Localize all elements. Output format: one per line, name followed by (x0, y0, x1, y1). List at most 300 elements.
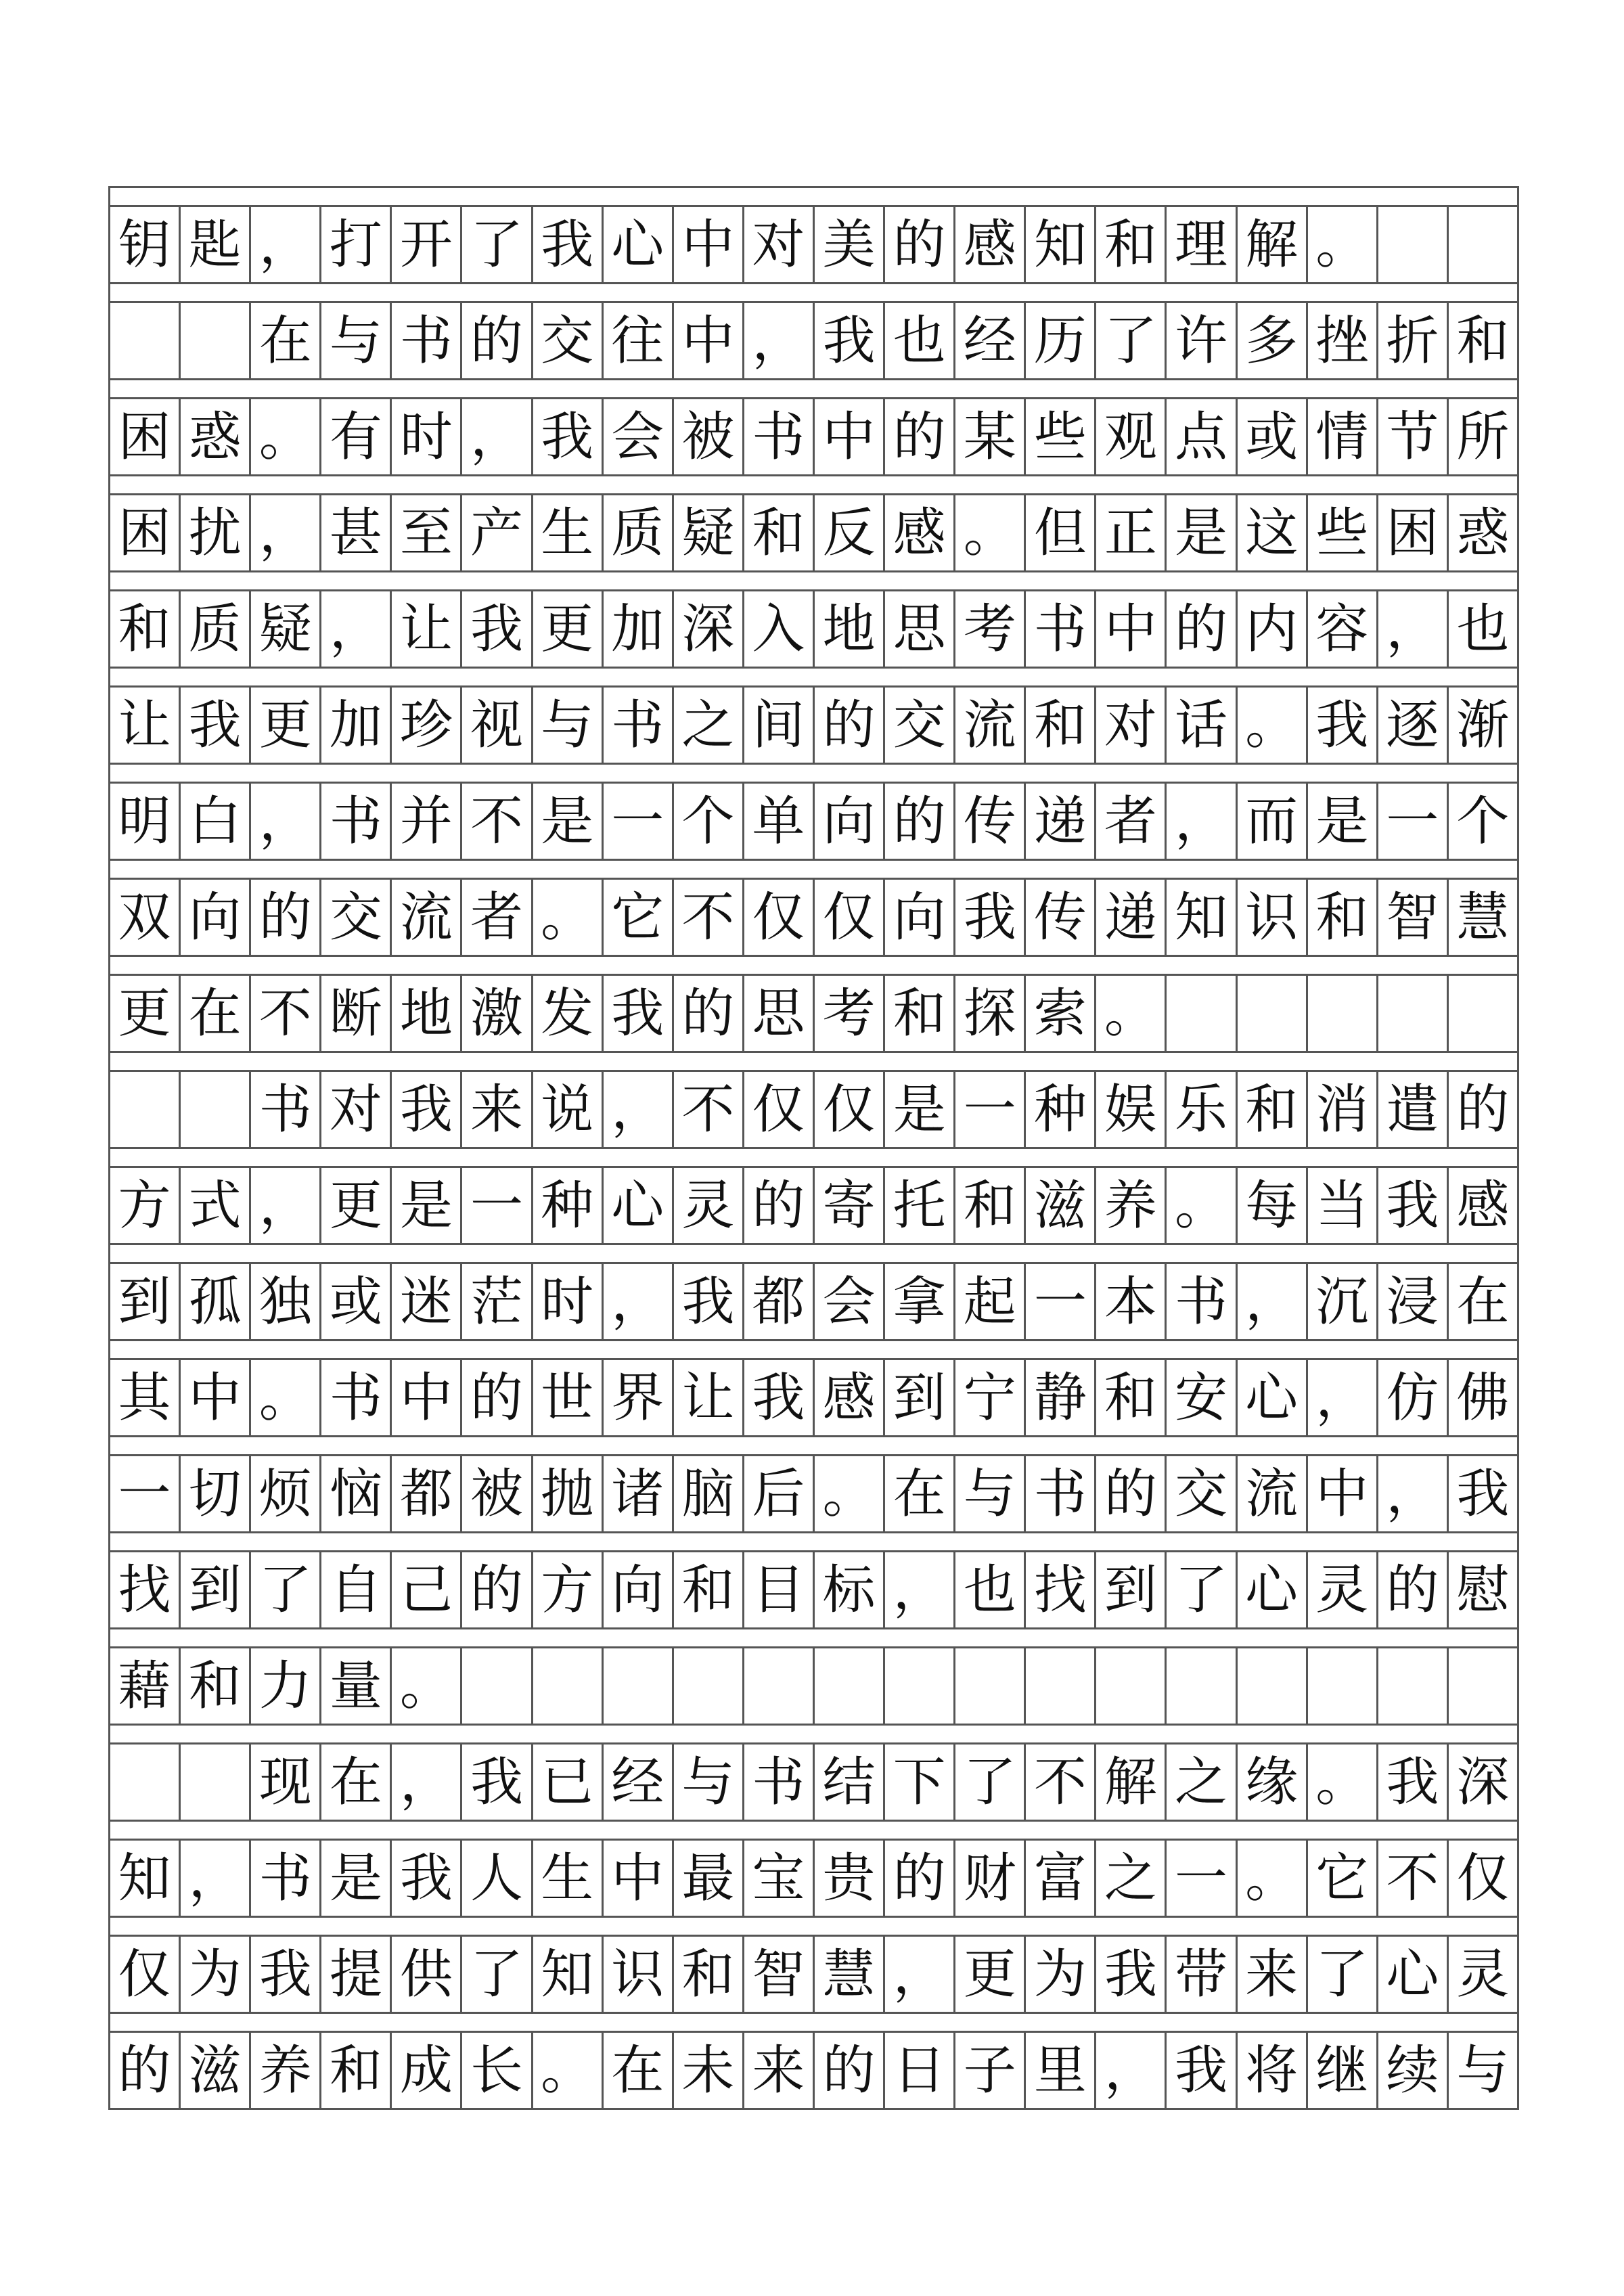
grid-cell: 。 (1308, 207, 1378, 282)
grid-cell: ， (251, 207, 321, 282)
grid-cell: 间 (744, 688, 815, 763)
grid-cell: 藉 (110, 1648, 181, 1724)
grid-cell: 开 (392, 207, 462, 282)
grid-cell (604, 1648, 674, 1724)
grid-cell (181, 1072, 251, 1147)
grid-cell: 深 (674, 591, 744, 667)
grid-cell: 。 (251, 399, 321, 474)
grid-cell: 我 (815, 303, 885, 378)
grid-cell: 不 (462, 784, 533, 859)
grid-cell: 和 (955, 1168, 1026, 1243)
grid-cell: 多 (1238, 303, 1308, 378)
grid-cell: 经 (955, 303, 1026, 378)
grid-cell: 某 (955, 399, 1026, 474)
grid-cell: 带 (1167, 1937, 1237, 2012)
grid-cell: 是 (885, 1072, 955, 1147)
grid-cell: 在 (604, 2033, 674, 2108)
grid-cell: 之 (1167, 1744, 1237, 1820)
row-spacer (108, 765, 1519, 784)
grid-cell: 探 (955, 976, 1026, 1051)
text-row (108, 880, 1519, 957)
grid-cell: 成 (392, 2033, 462, 2108)
grid-cell: 但 (1026, 495, 1096, 570)
text-row (108, 1456, 1519, 1533)
grid-cell (674, 1648, 744, 1724)
grid-cell: 白 (181, 784, 251, 859)
grid-cell: 些 (1026, 399, 1096, 474)
grid-cell: 在 (181, 976, 251, 1051)
grid-cell: 是 (1167, 495, 1237, 570)
grid-cell: 这 (1238, 495, 1308, 570)
grid-cell: 迷 (392, 1264, 462, 1339)
grid-cell: 。 (1096, 976, 1167, 1051)
row-spacer (108, 476, 1519, 495)
grid-cell: 独 (251, 1264, 321, 1339)
grid-cell: 单 (744, 784, 815, 859)
grid-cell: 观 (1096, 399, 1167, 474)
grid-cell: 了 (1308, 1937, 1378, 2012)
grid-cell: 来 (462, 1072, 533, 1147)
grid-cell: 我 (1449, 1456, 1519, 1531)
grid-cell: 和 (885, 976, 955, 1051)
grid-cell: 交 (885, 688, 955, 763)
grid-cell: ， (1378, 1456, 1449, 1531)
grid-cell: 交 (321, 880, 392, 955)
grid-cell: 不 (1026, 1744, 1096, 1820)
grid-cell: 更 (321, 1168, 392, 1243)
text-row (108, 1648, 1519, 1726)
grid-cell: 质 (604, 495, 674, 570)
grid-cell: 都 (744, 1264, 815, 1339)
text-row (108, 591, 1519, 669)
grid-cell: 仅 (815, 880, 885, 955)
grid-cell: 养 (251, 2033, 321, 2108)
grid-cell: 。 (1167, 1168, 1237, 1243)
grid-cell: 沉 (1308, 1264, 1378, 1339)
grid-cell: 。 (955, 495, 1026, 570)
text-row (108, 1937, 1519, 2014)
grid-cell: 考 (815, 976, 885, 1051)
grid-cell: 双 (110, 880, 181, 955)
grid-cell: 智 (1378, 880, 1449, 955)
grid-cell: 而 (1238, 784, 1308, 859)
grid-cell: 书 (1026, 591, 1096, 667)
grid-cell (462, 1648, 533, 1724)
grid-cell: 点 (1167, 399, 1237, 474)
text-row (108, 1360, 1519, 1437)
grid-cell: 话 (1167, 688, 1237, 763)
grid-cell: 更 (251, 688, 321, 763)
grid-cell: 灵 (1449, 1937, 1519, 2012)
grid-cell: 标 (815, 1552, 885, 1627)
grid-cell: 明 (110, 784, 181, 859)
grid-cell: 继 (1308, 2033, 1378, 2108)
grid-cell: 折 (1378, 303, 1449, 378)
grid-cell: 了 (462, 207, 533, 282)
grid-cell: 找 (1026, 1552, 1096, 1627)
grid-cell: 与 (955, 1456, 1026, 1531)
grid-cell: 智 (744, 1937, 815, 2012)
grid-cell: 在 (885, 1456, 955, 1531)
grid-cell: 的 (815, 688, 885, 763)
grid-cell: 切 (181, 1456, 251, 1531)
grid-cell: 的 (251, 880, 321, 955)
grid-cell: 交 (1167, 1456, 1237, 1531)
grid-cell: 内 (1238, 591, 1308, 667)
text-row (108, 399, 1519, 476)
grid-cell: 乐 (1167, 1072, 1237, 1147)
grid-cell: 我 (392, 1072, 462, 1147)
grid-cell: 书 (321, 784, 392, 859)
grid-cell: 养 (1096, 1168, 1167, 1243)
grid-cell: 和 (674, 1937, 744, 2012)
grid-cell: 慧 (815, 1937, 885, 2012)
grid-cell: 和 (744, 495, 815, 570)
grid-cell: 正 (1096, 495, 1167, 570)
grid-cell: 者 (1096, 784, 1167, 859)
grid-cell: 解 (1238, 207, 1308, 282)
grid-cell: 为 (1026, 1937, 1096, 2012)
grid-cell: 深 (1449, 1744, 1519, 1820)
grid-cell: 与 (533, 688, 604, 763)
grid-cell: 和 (674, 1552, 744, 1627)
grid-cell: 历 (1026, 303, 1096, 378)
grid-cell: 。 (1308, 1744, 1378, 1820)
grid-cell: 到 (110, 1264, 181, 1339)
grid-cell: 我 (744, 1360, 815, 1435)
grid-cell: 心 (1238, 1552, 1308, 1627)
row-spacer (108, 1437, 1519, 1456)
grid-cell: 。 (1238, 688, 1308, 763)
grid-cell: 仅 (744, 880, 815, 955)
grid-cell: 让 (110, 688, 181, 763)
grid-cell: 向 (815, 784, 885, 859)
grid-cell: 交 (533, 303, 604, 378)
grid-cell: 来 (744, 2033, 815, 2108)
grid-cell: 加 (604, 591, 674, 667)
grid-cell: 不 (674, 1072, 744, 1147)
grid-cell: 中 (392, 1360, 462, 1435)
grid-cell: 被 (674, 399, 744, 474)
grid-cell: 我 (1096, 1937, 1167, 2012)
grid-cell: 到 (1096, 1552, 1167, 1627)
text-row (108, 1552, 1519, 1629)
text-row (108, 1264, 1519, 1341)
grid-cell: 将 (1238, 2033, 1308, 2108)
grid-cell: 一 (1026, 1264, 1096, 1339)
grid-cell: 和 (1096, 207, 1167, 282)
grid-cell: 心 (604, 207, 674, 282)
grid-cell: 思 (885, 591, 955, 667)
grid-cell: 世 (533, 1360, 604, 1435)
grid-cell: 已 (533, 1744, 604, 1820)
grid-cell: 中 (1308, 1456, 1378, 1531)
grid-cell: 让 (392, 591, 462, 667)
grid-cell: 了 (1167, 1552, 1237, 1627)
grid-cell: 宝 (744, 1841, 815, 1916)
grid-cell: 。 (251, 1360, 321, 1435)
grid-cell: 有 (321, 399, 392, 474)
grid-cell: 我 (674, 1264, 744, 1339)
row-spacer (108, 2014, 1519, 2033)
grid-cell: 索 (1026, 976, 1096, 1051)
grid-cell: 更 (533, 591, 604, 667)
grid-cell: 安 (1167, 1360, 1237, 1435)
grid-cell: 书 (604, 688, 674, 763)
grid-cell: 惑 (1449, 495, 1519, 570)
grid-cell: 至 (392, 495, 462, 570)
grid-cell: 子 (955, 2033, 1026, 2108)
grid-cell: 不 (674, 880, 744, 955)
grid-cell: 我 (1378, 1744, 1449, 1820)
grid-cell: 目 (744, 1552, 815, 1627)
grid-cell: 被 (462, 1456, 533, 1531)
row-spacer (108, 669, 1519, 688)
grid-cell: 每 (1238, 1168, 1308, 1243)
grid-cell: 让 (674, 1360, 744, 1435)
grid-cell: 者 (462, 880, 533, 955)
grid-cell (1096, 1648, 1167, 1724)
grid-cell: 和 (321, 2033, 392, 2108)
grid-cell: 娱 (1096, 1072, 1167, 1147)
grid-cell: 寄 (815, 1168, 885, 1243)
grid-cell: 识 (1238, 880, 1308, 955)
grid-cell (1026, 1648, 1096, 1724)
grid-cell: 更 (110, 976, 181, 1051)
grid-cell (1449, 207, 1519, 282)
grid-cell: 在 (251, 303, 321, 378)
grid-cell: 滋 (181, 2033, 251, 2108)
grid-cell: 传 (955, 784, 1026, 859)
grid-cell: 发 (533, 976, 604, 1051)
grid-cell: 富 (1026, 1841, 1096, 1916)
grid-cell: ， (392, 1744, 462, 1820)
grid-cell: 的 (885, 1841, 955, 1916)
grid-cell: 更 (955, 1937, 1026, 2012)
grid-cell: 也 (1449, 591, 1519, 667)
text-row (108, 1072, 1519, 1149)
grid-cell: 往 (604, 303, 674, 378)
grid-cell: 流 (1238, 1456, 1308, 1531)
row-spacer (108, 1149, 1519, 1168)
grid-cell: 。 (392, 1648, 462, 1724)
grid-cell: 流 (392, 880, 462, 955)
grid-cell: 钥 (110, 207, 181, 282)
grid-cell: 浸 (1378, 1264, 1449, 1339)
grid-cell: 也 (955, 1552, 1026, 1627)
grid-cell: 逐 (1378, 688, 1449, 763)
grid-cell: 质 (181, 591, 251, 667)
grid-cell: ， (885, 1552, 955, 1627)
grid-cell (1378, 207, 1449, 282)
grid-cell: 与 (674, 1744, 744, 1820)
grid-cell: 时 (533, 1264, 604, 1339)
text-row (108, 2033, 1519, 2110)
row-spacer (108, 1053, 1519, 1072)
grid-cell: 的 (1096, 1456, 1167, 1531)
grid-cell: 生 (533, 1841, 604, 1916)
grid-cell: 之 (674, 688, 744, 763)
grid-cell: 人 (462, 1841, 533, 1916)
grid-cell: 是 (1308, 784, 1378, 859)
grid-cell (181, 303, 251, 378)
row-spacer (108, 957, 1519, 976)
grid-cell: 和 (1096, 1360, 1167, 1435)
grid-cell: 书 (251, 1072, 321, 1147)
row-spacer (108, 1245, 1519, 1264)
text-row (108, 1744, 1519, 1822)
grid-cell (1378, 1648, 1449, 1724)
grid-cell: 经 (604, 1744, 674, 1820)
grid-cell: 我 (533, 207, 604, 282)
grid-cell: 知 (110, 1841, 181, 1916)
grid-cell: 茫 (462, 1264, 533, 1339)
grid-cell: 递 (1096, 880, 1167, 955)
grid-cell: 都 (392, 1456, 462, 1531)
grid-cell: 美 (815, 207, 885, 282)
grid-cell: 当 (1308, 1168, 1378, 1243)
grid-cell: 中 (1096, 591, 1167, 667)
grid-cell: 量 (321, 1648, 392, 1724)
grid-cell: 解 (1096, 1744, 1167, 1820)
grid-cell: 来 (1238, 1937, 1308, 2012)
grid-cell: 提 (321, 1937, 392, 2012)
grid-cell: 之 (1096, 1841, 1167, 1916)
grid-cell: 和 (1449, 303, 1519, 378)
grid-cell: 长 (462, 2033, 533, 2108)
grid-cell (1449, 1648, 1519, 1724)
grid-cell: 许 (1167, 303, 1237, 378)
grid-cell: 我 (955, 880, 1026, 955)
grid-cell: 的 (1449, 1072, 1519, 1147)
grid-cell: 孤 (181, 1264, 251, 1339)
grid-cell: 书 (1026, 1456, 1096, 1531)
row-spacer (108, 1822, 1519, 1841)
grid-cell: 我 (462, 1744, 533, 1820)
grid-cell: 种 (1026, 1072, 1096, 1147)
grid-cell: 仅 (744, 1072, 815, 1147)
grid-cell: 向 (604, 1552, 674, 1627)
grid-cell: 会 (604, 399, 674, 474)
grid-cell: 到 (181, 1552, 251, 1627)
grid-cell: 理 (1167, 207, 1237, 282)
grid-cell: 我 (533, 399, 604, 474)
grid-cell: 中 (815, 399, 885, 474)
manuscript-grid-paper (108, 186, 1519, 2110)
grid-cell: 的 (462, 1360, 533, 1435)
grid-cell: 与 (321, 303, 392, 378)
grid-cell: 仅 (815, 1072, 885, 1147)
grid-cell: 甚 (321, 495, 392, 570)
grid-cell: 的 (885, 784, 955, 859)
grid-cell: 感 (1449, 1168, 1519, 1243)
row-spacer (108, 1533, 1519, 1552)
grid-cell: 方 (110, 1168, 181, 1243)
grid-cell: 中 (674, 303, 744, 378)
row-spacer (108, 1341, 1519, 1360)
grid-cell: 一 (462, 1168, 533, 1243)
text-row (108, 688, 1519, 765)
grid-cell: 是 (392, 1168, 462, 1243)
grid-cell: 了 (462, 1937, 533, 2012)
grid-cell: 其 (110, 1360, 181, 1435)
text-row (108, 303, 1519, 380)
grid-cell: 向 (181, 880, 251, 955)
grid-cell: 仅 (110, 1937, 181, 2012)
grid-cell: 是 (533, 784, 604, 859)
grid-cell: 的 (885, 207, 955, 282)
grid-cell (110, 1744, 181, 1820)
grid-cell: 感 (885, 495, 955, 570)
row-spacer (108, 572, 1519, 591)
text-row (108, 495, 1519, 572)
grid-cell: 抛 (533, 1456, 604, 1531)
grid-cell: 恼 (321, 1456, 392, 1531)
grid-cell: 在 (321, 1744, 392, 1820)
grid-cell: 我 (1308, 688, 1378, 763)
grid-cell: 的 (462, 303, 533, 378)
grid-cell: 它 (1308, 1841, 1378, 1916)
grid-cell: ， (1308, 1360, 1378, 1435)
grid-cell: 情 (1308, 399, 1378, 474)
grid-cell: 知 (533, 1937, 604, 2012)
grid-cell: 拿 (885, 1264, 955, 1339)
grid-cell: 找 (110, 1552, 181, 1627)
grid-cell: 的 (744, 1168, 815, 1243)
grid-cell: 它 (604, 880, 674, 955)
grid-cell: 个 (1449, 784, 1519, 859)
grid-cell: 到 (885, 1360, 955, 1435)
grid-cell: 我 (392, 1841, 462, 1916)
text-row (108, 976, 1519, 1053)
grid-cell: 了 (251, 1552, 321, 1627)
grid-cell: 慰 (1449, 1552, 1519, 1627)
grid-cell: 未 (674, 2033, 744, 2108)
grid-cell: 方 (533, 1552, 604, 1627)
grid-cell: 困 (110, 399, 181, 474)
grid-cell: 书 (321, 1360, 392, 1435)
grid-cell: ， (181, 1841, 251, 1916)
grid-cell (1238, 976, 1308, 1051)
grid-cell: 滋 (1026, 1168, 1096, 1243)
grid-cell: 困 (1378, 495, 1449, 570)
grid-cell: 我 (181, 688, 251, 763)
grid-cell: 流 (955, 688, 1026, 763)
grid-cell: ， (1096, 2033, 1167, 2108)
text-row (108, 1841, 1519, 1918)
grid-cell: 渐 (1449, 688, 1519, 763)
grid-cell: 和 (1026, 688, 1096, 763)
grid-cell: ， (251, 495, 321, 570)
grid-cell: 的 (110, 2033, 181, 2108)
grid-cell: 一 (1167, 1841, 1237, 1916)
grid-cell: 力 (251, 1648, 321, 1724)
grid-cell (1167, 1648, 1237, 1724)
grid-cell (955, 1648, 1026, 1724)
row-spacer (108, 188, 1519, 207)
grid-cell: 缘 (1238, 1744, 1308, 1820)
grid-cell (1378, 976, 1449, 1051)
grid-cell: ， (251, 784, 321, 859)
grid-cell: 现 (251, 1744, 321, 1820)
grid-cell: 地 (392, 976, 462, 1051)
grid-cell: 节 (1378, 399, 1449, 474)
grid-cell: 产 (462, 495, 533, 570)
grid-cell: ， (885, 1937, 955, 2012)
grid-cell (885, 1648, 955, 1724)
grid-cell (1308, 976, 1378, 1051)
grid-cell: 知 (1167, 880, 1237, 955)
